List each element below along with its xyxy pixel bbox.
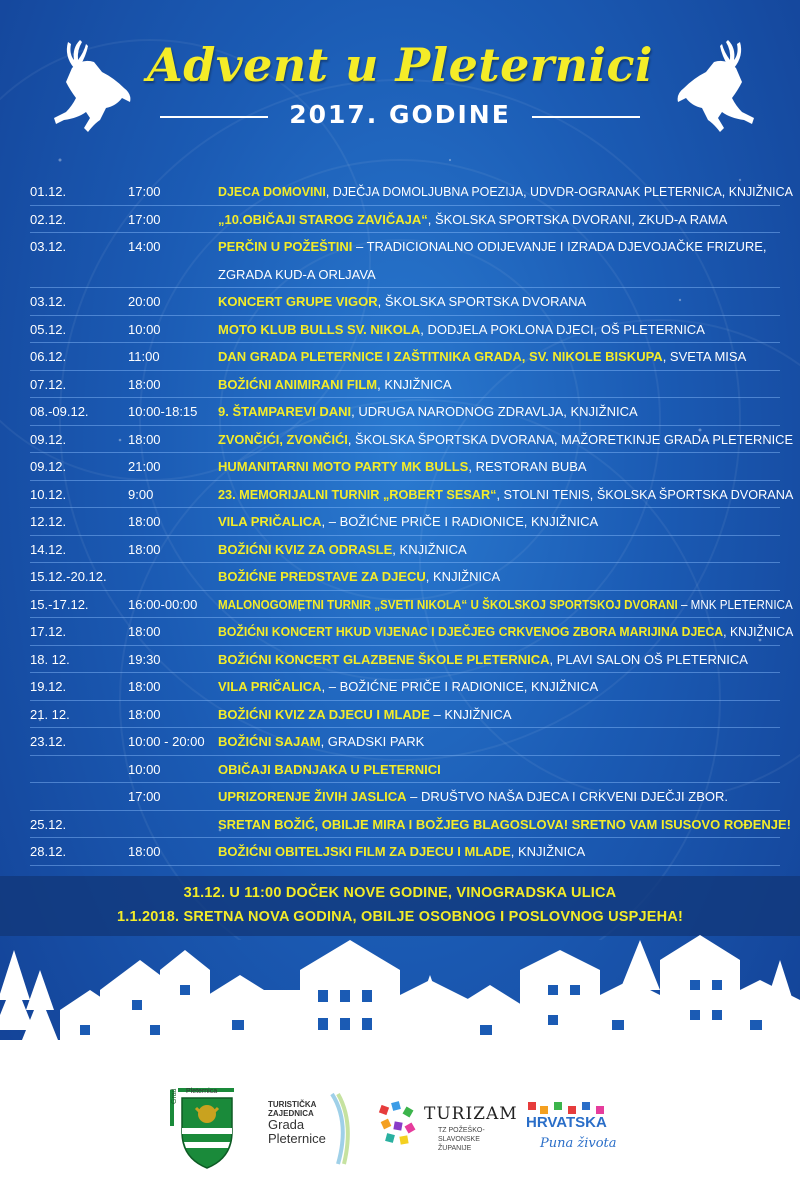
event-row	[30, 673, 770, 701]
event-row	[30, 233, 770, 261]
event-description	[218, 591, 793, 618]
event-row	[30, 783, 770, 811]
event-row	[30, 398, 770, 426]
event-details: , KNJIŽNICA	[723, 624, 794, 639]
event-date: 03.12.	[30, 294, 67, 309]
event-details: , ŠKOLSKA SPORTSKA DVORANI, ZKUD-A RAMA	[427, 211, 728, 227]
event-row	[30, 508, 770, 536]
event-time: 19:30	[128, 651, 161, 667]
event-date: 01.12.	[30, 184, 67, 199]
poster-title: Advent u Pleternici	[147, 38, 653, 92]
event-details: ZGRADA KUD-A ORLJAVA	[218, 266, 376, 282]
event-title: BOŽIĆNI KVIZ ZA ODRASLE	[218, 541, 393, 557]
event-title: HUMANITARNI MOTO PARTY MK BULLS	[218, 459, 469, 474]
event-description	[218, 811, 791, 838]
event-description	[218, 481, 793, 508]
event-title: DAN GRADA PLETERNICE I ZAŠTITNIKA GRADA, SV. NIKOLE BISKUPA	[218, 349, 663, 364]
event-details: – TRADICIONALNO ODIJEVANJE I IZRADA DJEVOJAČKE FRIZURE,	[352, 239, 767, 254]
event-description	[218, 206, 727, 233]
event-title: UPRIZORENJE ŽIVIH JASLICA	[218, 789, 407, 804]
hrvatska-slogan: Puna života	[540, 1136, 617, 1151]
turizam-mosaic-icon	[376, 1100, 420, 1150]
event-time: 9:00	[128, 486, 154, 502]
event-details: , PLAVI SALON OŠ PLETERNICA	[549, 651, 748, 667]
footer-band	[0, 876, 800, 936]
event-time: 18:00	[128, 706, 161, 722]
event-details: , – BOŽIĆNE PRIČE I RADIONICE, KNJIŽNICA	[321, 679, 599, 694]
event-row	[30, 288, 770, 316]
event-date: 09.12.	[30, 431, 67, 447]
event-time: 17:00	[128, 211, 161, 227]
event-title: VILA PRIČALICA	[218, 514, 322, 529]
event-description	[218, 646, 748, 673]
event-title: BOŽIĆNI KVIZ ZA DJECU I MLADE	[218, 706, 430, 722]
event-description	[218, 838, 585, 865]
event-date: 07.12.	[30, 376, 67, 392]
event-description	[218, 343, 746, 370]
event-schedule	[30, 178, 794, 866]
event-details: , ŠKOLSKA SPORTSKA DVORANA	[377, 294, 587, 309]
event-date: 14.12.	[30, 541, 67, 557]
event-title: ZVONČIĆI, ZVONČIĆI	[218, 431, 348, 447]
event-description	[218, 756, 441, 783]
sponsor-logos	[0, 1060, 800, 1182]
tz-line-1: TURISTIČKA	[268, 1100, 317, 1109]
event-description	[218, 178, 793, 205]
event-title: BOŽIĆNE PREDSTAVE ZA DJECU	[218, 569, 426, 584]
event-row	[30, 343, 770, 371]
event-title: 9. ŠTAMPAREVI DANI	[218, 404, 352, 419]
event-date: 08.-09.12.	[30, 404, 89, 419]
tz-line-2: ZAJEDNICA	[268, 1109, 314, 1118]
event-title: VILA PRIČALICA	[218, 679, 322, 694]
snowy-village-illustration	[0, 930, 800, 1070]
tz-wave-icon	[330, 1092, 354, 1166]
event-time: 18:00	[128, 679, 161, 694]
event-details: , UDRUGA NARODNOG ZDRAVLJA, KNJIŽNICA	[351, 404, 638, 419]
event-description	[218, 783, 728, 810]
event-date: 17.12.	[30, 624, 67, 639]
event-details: , STOLNI TENIS, ŠKOLSKA ŠPORTSKA DVORANA	[496, 486, 794, 502]
event-time: 18:00	[128, 376, 161, 392]
event-time: 21:00	[128, 459, 161, 474]
event-description	[218, 563, 500, 590]
event-time: 10:00-18:15	[128, 404, 198, 419]
event-description	[218, 536, 467, 563]
event-row	[30, 646, 770, 674]
event-date: 10.12.	[30, 486, 67, 502]
event-details: – KNJIŽNICA	[429, 706, 512, 722]
event-date: 06.12.	[30, 349, 67, 364]
event-time: 16:00-00:00	[128, 596, 198, 612]
event-row	[30, 701, 770, 729]
event-time: 20:00	[128, 294, 161, 309]
event-details: , RESTORAN BUBA	[468, 459, 587, 474]
event-description	[218, 398, 638, 425]
event-row	[30, 811, 792, 839]
event-row	[30, 481, 794, 509]
event-title: KONCERT GRUPE VIGOR	[218, 294, 378, 309]
grad-name: Pleternica	[186, 1088, 218, 1095]
event-description	[218, 618, 793, 645]
poster-subtitle: 2017. GODINE	[289, 100, 511, 129]
event-date: 23.12.	[30, 734, 67, 749]
event-time: 14:00	[128, 239, 161, 254]
event-time: 17:00	[128, 184, 161, 199]
event-details: , KNJIŽNICA	[510, 844, 586, 859]
event-row	[30, 618, 794, 646]
event-time: 18:00	[128, 541, 161, 557]
event-time: 18:00	[128, 431, 161, 447]
event-title: „10.OBIČAJI STAROG ZAVIČAJA“	[218, 211, 428, 227]
turizam-sub-1: TZ POŽEŠKO-	[438, 1127, 485, 1134]
hrvatska-checker-icon	[528, 1102, 618, 1114]
event-details: – DRUŠTVO NAŠA DJECA I CRKVENI DJEČJI ZBOR.	[406, 789, 728, 804]
event-date: 15.-17.12.	[30, 596, 89, 612]
turizam-title: TURIZAM	[424, 1104, 518, 1124]
event-title: BOŽIĆNI OBITELJSKI FILM ZA DJECU I MLADE	[218, 844, 511, 859]
event-time: 10:00	[128, 761, 161, 777]
event-description	[218, 453, 587, 480]
event-row	[30, 728, 770, 756]
event-details: – MNK PLETERNICA	[677, 596, 793, 612]
event-description	[218, 288, 586, 315]
footer-line-new-year-eve: 31.12. U 11:00 DOČEK NOVE GODINE, VINOGRADSKA ULICA	[183, 885, 617, 901]
event-title: SRETAN BOŽIĆ, OBILJE MIRA I BOŽJEG BLAGOSLOVA! SRETNO VAM ISUSOVO ROĐENJE!	[218, 816, 792, 832]
event-details: , KNJIŽNICA	[392, 541, 467, 557]
event-row	[30, 426, 794, 454]
event-date: 28.12.	[30, 844, 67, 859]
event-date: 02.12.	[30, 211, 67, 227]
event-date: 18. 12.	[30, 651, 70, 667]
event-details: , SVETA MISA	[662, 349, 747, 364]
tz-line-4: Pleternice	[268, 1131, 326, 1146]
event-title: BOŽIĆNI ANIMIRANI FILM	[218, 376, 378, 392]
event-title: BOŽIĆNI KONCERT GLAZBENE ŠKOLE PLETERNICA	[218, 651, 550, 667]
event-details: , KNJIŽNICA	[377, 376, 452, 392]
event-row	[30, 838, 770, 866]
event-title: OBIČAJI BADNJAKA U PLETERNICI	[218, 761, 441, 777]
event-date: 05.12.	[30, 321, 67, 337]
event-date: 09.12.	[30, 459, 67, 474]
event-time: 10:00	[128, 321, 161, 337]
subtitle-rule-right	[532, 116, 640, 118]
grad-pleternica-coat-of-arms-icon	[170, 1088, 236, 1170]
event-date: 15.12.-20.12.	[30, 569, 107, 584]
event-description	[218, 728, 424, 755]
event-date: 12.12.	[30, 514, 67, 529]
turizam-sub-2: SLAVONSKE	[438, 1136, 480, 1143]
event-row	[30, 536, 770, 564]
turizam-subtitle	[438, 1126, 485, 1153]
event-row	[30, 178, 793, 206]
event-time: 17:00	[128, 789, 161, 804]
event-time: 18:00	[128, 514, 161, 529]
event-description	[218, 371, 452, 398]
event-details: , – BOŽIĆNE PRIČE I RADIONICE, KNJIŽNICA	[321, 514, 599, 529]
event-row	[30, 371, 770, 399]
event-details: , GRADSKI PARK	[320, 734, 425, 749]
event-title: DJECA DOMOVINI	[218, 184, 326, 199]
event-description	[218, 233, 767, 260]
footer-line-new-year: 1.1.2018. SRETNA NOVA GODINA, OBILJE OSOBNOG I POSLOVNOG USPJEHA!	[117, 909, 683, 925]
event-row	[30, 316, 770, 344]
event-description	[218, 673, 598, 700]
event-row	[30, 591, 793, 619]
event-title: MALONOGOMETNI TURNIR „SVETI NIKOLA“ U ŠKOLSKOJ SPORTSKOJ DVORANI	[218, 596, 678, 612]
event-details: , ŠKOLSKA ŠPORTSKA DVORANA, MAŽORETKINJE GRADA PLETERNICE	[347, 431, 794, 447]
event-description	[218, 426, 793, 453]
event-row	[30, 261, 770, 289]
event-details: , KNJIŽNICA	[425, 569, 501, 584]
event-title: PERČIN U POŽEŠTINI	[218, 239, 353, 254]
hrvatska-word: HRVATSKA	[526, 1114, 607, 1131]
event-details: , DJEČJA DOMOLJUBNA POEZIJA, UDVDR-OGRANAK PLETERNICA, KNJIŽNICA	[325, 184, 793, 199]
event-title: BOŽIĆNI KONCERT HKUD VIJENAC I DJEČJEG CRKVENOG ZBORA MARIJINA DJECA	[218, 624, 724, 639]
event-date: 25.12.	[30, 816, 67, 832]
event-time: 11:00	[128, 349, 160, 364]
event-title: 23. MEMORIJALNI TURNIR „ROBERT SESAR“	[218, 486, 497, 502]
event-title: MOTO KLUB BULLS SV. NIKOLA	[218, 321, 421, 337]
event-description	[218, 316, 705, 343]
event-details: , DODJELA POKLONA DJECI, OŠ PLETERNICA	[420, 321, 705, 337]
event-title: BOŽIĆNI SAJAM	[218, 734, 321, 749]
event-time: 10:00 - 20:00	[128, 734, 205, 749]
event-row	[30, 756, 770, 784]
hrvatska-wordmark	[526, 1114, 607, 1131]
event-date: 19.12.	[30, 679, 67, 694]
event-date: 03.12.	[30, 239, 67, 254]
event-description	[218, 261, 376, 288]
tz-line-3: Grada	[268, 1117, 305, 1132]
event-row	[30, 563, 770, 591]
event-description	[218, 508, 598, 535]
event-time: 18:00	[128, 844, 161, 859]
event-time: 18:00	[128, 624, 161, 639]
event-row	[30, 453, 770, 481]
event-description	[218, 701, 511, 728]
event-row	[30, 206, 770, 234]
grad-label: Grad	[171, 1088, 178, 1104]
event-date: 21. 12.	[30, 706, 70, 722]
turizam-sub-3: ŽUPANIJE	[438, 1145, 472, 1152]
